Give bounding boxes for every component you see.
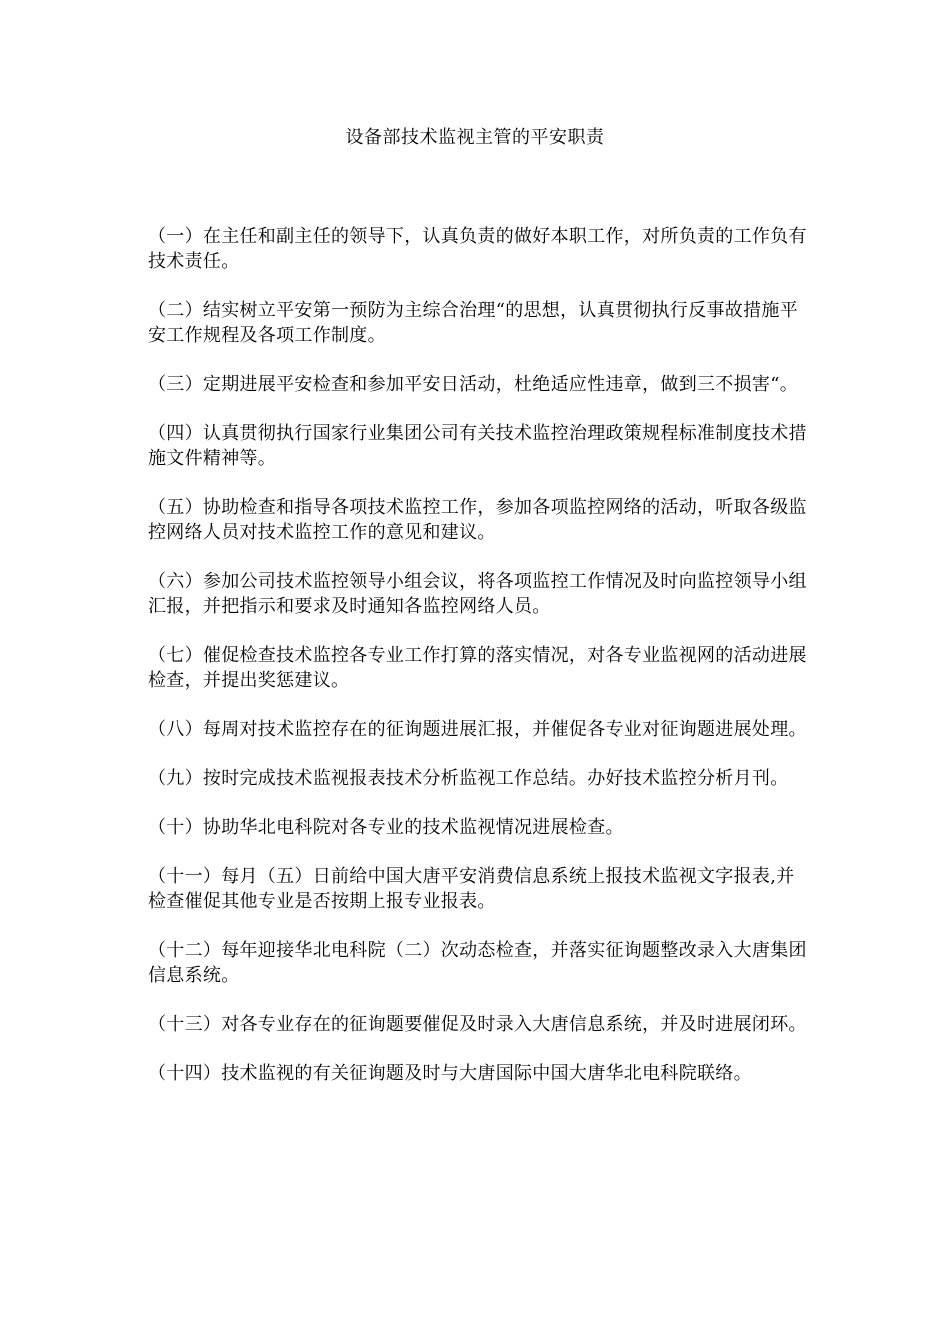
paragraph-3: （三）定期进展平安检查和参加平安日活动，杜绝适应性违章，做到三不损害“。: [148, 374, 798, 395]
paragraph-7: （七）催促检查技术监控各专业工作打算的落实情况，对各专业监视网的活动进展检查，并提出奖惩建议。: [148, 645, 807, 691]
paragraph-2: （二）结实树立平安第一预防为主综合治理“的思想，认真贯彻执行反事故措施平安工作规程及各项工作制度。: [148, 300, 798, 346]
paragraph-10: （十）协助华北电科院对各专业的技术监视情况进展检查。: [148, 817, 624, 838]
paragraph-6: （六）参加公司技术监控领导小组会议，将各项监控工作情况及时向监控领导小组汇报，并把指示和要求及时通知各监控网络人员。: [148, 571, 807, 617]
paragraph-12: （十二）每年迎接华北电科院（二）次动态检查，并落实征询题整改录入大唐集团信息系统。: [148, 940, 807, 986]
paragraph-4: （四）认真贯彻执行国家行业集团公司有关技术监控治理政策规程标准制度技术措施文件精神等。: [148, 423, 807, 469]
paragraph-13: （十三）对各专业存在的征询题要催促及时录入大唐信息系统，并及时进展闭环。: [148, 1014, 807, 1035]
paragraph-9: （九）按时完成技术监视报表技术分析监视工作总结。办好技术监控分析月刊。: [148, 768, 789, 789]
paragraph-5: （五）协助检查和指导各项技术监控工作，参加各项监控网络的活动，听取各级监控网络人员对技术监控工作的意见和建议。: [148, 497, 807, 543]
paragraph-8: （八）每周对技术监控存在的征询题进展汇报，并催促各专业对征询题进展处理。: [148, 719, 807, 740]
paragraph-1: （一）在主任和副主任的领导下，认真负责的做好本职工作，对所负责的工作负有技术责任。: [148, 226, 807, 272]
paragraph-11: （十一）每月（五）日前给中国大唐平安消费信息系统上报技术监视文字报表,并检查催促其他专业是否按期上报专业报表。: [148, 866, 795, 912]
document-title: 设备部技术监视主管的平安职责: [345, 127, 605, 148]
paragraph-14: （十四）技术监视的有关征询题及时与大唐国际中国大唐华北电科院联络。: [148, 1063, 752, 1084]
document-body: [148, 224, 808, 1110]
